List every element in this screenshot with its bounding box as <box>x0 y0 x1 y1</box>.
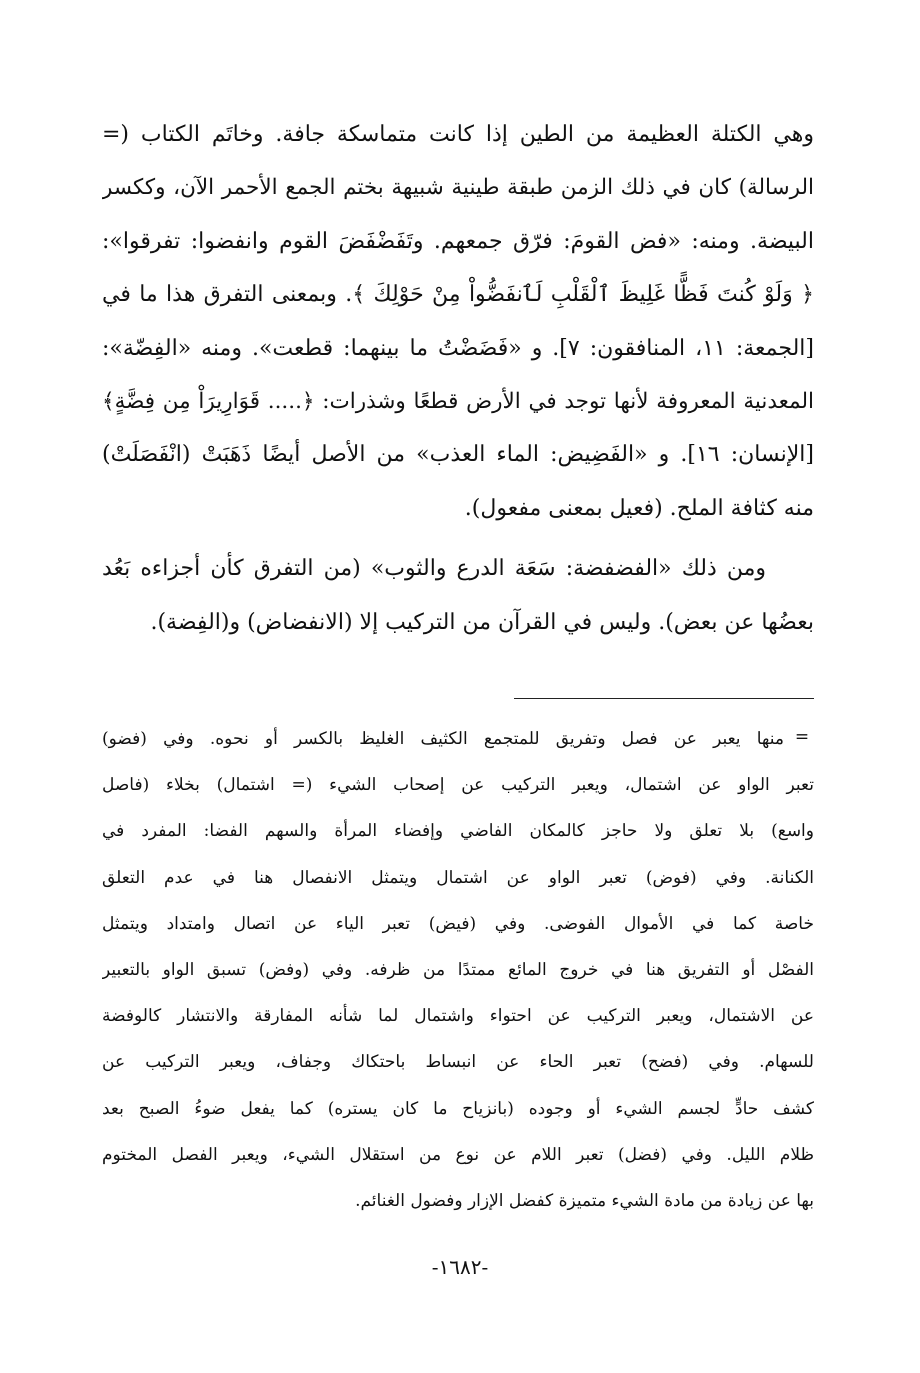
footnote-line: كشف حادٍّ لجسم الشيء أو وجوده (بانزياح ما كان يستره) كما يفعل ضوءُ الصبح بعد <box>102 1098 814 1119</box>
main-line: ومن ذلك «الفضفضة: سَعَة الدرع والثوب» (من التفرق كأن أجزاءه بَعُد <box>102 556 766 582</box>
main-text <box>102 108 814 649</box>
page-number: -١٦٨٢- <box>431 1255 489 1279</box>
main-line: منه كثافة الملح. (فعيل بمعنى مفعول). <box>464 495 814 521</box>
footnote-line: للسهام. وفي (فضح) تعبر الحاء عن انبساط باحتكاك وجفاف، ويعبر التركيب عن <box>102 1052 814 1073</box>
footnote-line: الفصْل أو التفريق هنا في خروج المائع ممتدًا من ظرفه. وفي (وفض) تسبق الواو بالتعبير <box>102 959 814 980</box>
main-line: [الجمعة: ١١، المنافقون: ٧]. و «فَضَضْتُ ما بينهما: قطعت». ومنه «الفِضّة»: <box>102 335 814 361</box>
footnote-continuation-marker: = <box>794 727 810 747</box>
footnote-line: ظلام الليل. وفي (فضل) تعبر اللام عن نوع من استقلال الشيء، ويعبر الفصل المختوم <box>102 1144 814 1165</box>
main-line: البيضة. ومنه: «فض القومَ: فرّق جمعهم. وتَفَضْفَضَ القوم وانفضوا: تفرقوا»: <box>102 228 814 254</box>
main-line: ﴿ وَلَوْ كُنتَ فَظًّا غَلِيظَ ٱلْقَلْبِ لَٱنفَضُّواْ مِنْ حَوْلِكَ ﴾. وبمعنى التفرق هذا ما في <box>102 282 814 308</box>
footnote-line: الكنانة. وفي (فوض) تعبر الواو عن اشتمال ويتمثل الانفصال هنا في عدم التعلق <box>102 867 814 888</box>
main-line: المعدنية المعروفة لأنها توجد في الأرض قطعًا وشذرات: ﴿..... قَوَارِيرَاْ مِن فِضَّةٍ﴾ <box>102 388 814 414</box>
footnote-line: بها عن زيادة من مادة الشيء متميزة كفضل الإزار وفضول الغنائم. <box>355 1190 814 1211</box>
main-line: الرسالة) كان في ذلك الزمن طبقة طينية شبيهة بختم الجمع الأحمر الآن، وككسر <box>102 175 814 201</box>
main-line: وهي الكتلة العظيمة من الطين إذا كانت متماسكة جافة. وخاتَم الكتاب (= <box>102 122 814 147</box>
main-line: [الإنسان: ١٦]. و «الفَضِيض: الماء العذب» من الأصل أيضًا ذَهَبَتْ (انْفَصَلَتْ) <box>102 442 814 468</box>
footnote-line: تعبر الواو عن اشتمال، ويعبر التركيب عن إصحاب الشيء (= اشتمال) بخلاء (فاصل <box>102 775 814 796</box>
main-line: بعضُها عن بعض). وليس في القرآن من التركيب إلا (الانفضاض) و(الفِضة). <box>150 609 814 635</box>
footnote-divider <box>514 698 814 699</box>
footnote-line: عن الاشتمال، ويعبر التركيب عن احتواء واشتمال لما شأنه المفارقة والانتشار كالوفضة <box>102 1006 814 1027</box>
footnote-line: واسع) بلا تعلق ولا حاجز كالمكان الفاضي وإفضاء المرأة والسهم الفضا: المفرد في <box>102 821 814 842</box>
footnote <box>102 716 814 1224</box>
footnote-line: خاصة كما في الأموال الفوضى. وفي (فيض) تعبر الياء عن اتصال وامتداد ويتمثل <box>102 913 814 934</box>
footnote-line: منها يعبر عن فصل وتفريق للمتجمع الكثيف الغليظ بالكسر أو نحوه. وفي (فضو) <box>102 729 784 749</box>
